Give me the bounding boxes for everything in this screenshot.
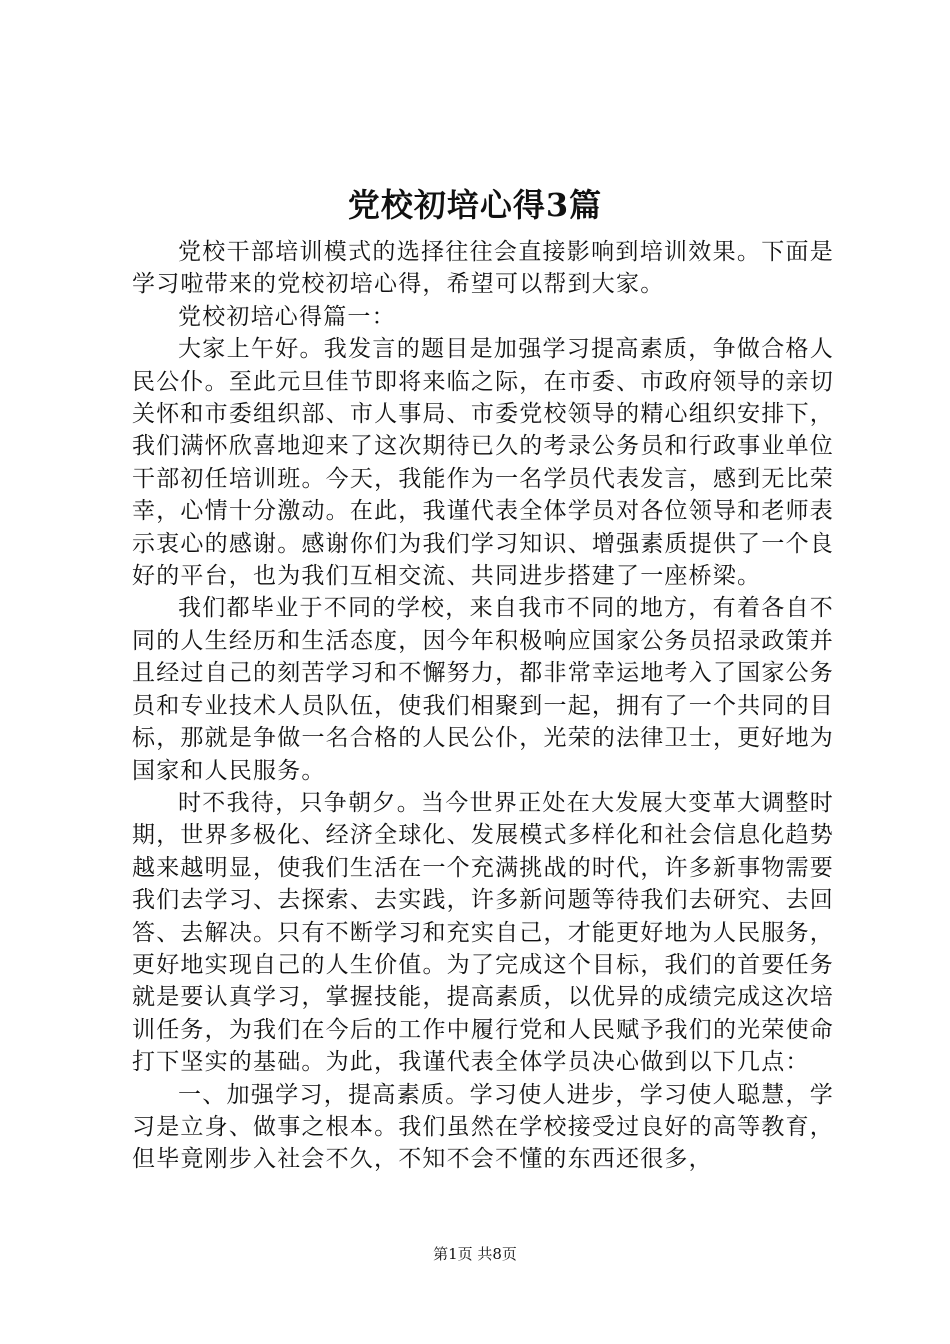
paragraph: 一、加强学习，提高素质。学习使人进步，学习使人聪慧，学习是立身、做事之根本。我们虽然在学校接受过良好的高等教育，但毕竟刚步入社会不久，不知不会不懂的东西还很多，	[132, 1081, 834, 1173]
page-number-footer: 第1页 共8页	[433, 1245, 517, 1263]
paragraph-section-heading: 党校初培心得篇一：	[178, 303, 396, 330]
paragraph-intro: 党校干部培训模式的选择往往会直接影响到培训效果。下面是学习啦带来的党校初培心得，希望可以帮到大家。	[132, 239, 834, 298]
paragraph: 大家上午好。我发言的题目是加强学习提高素质，争做合格人民公仆。至此元旦佳节即将来临之际，在市委、市政府领导的亲切关怀和市委组织部、市人事局、市委党校领导的精心组织安排下，我们满怀欣喜地迎来了这次期待已久的考录公务员和行政事业单位干部初任培训班。今天，我能作为一名学员代表发言，感到无比荣幸，心情十分激动。在此，我谨代表全体学员对各位领导和老师表示衷心的感谢。感谢你们为我们学习知识、增强素质提供了一个良好的平台，也为我们互相交流、共同进步搭建了一座桥梁。	[132, 336, 834, 590]
paragraph: 我们都毕业于不同的学校，来自我市不同的地方，有着各自不同的人生经历和生活态度，因今年积极响应国家公务员招录政策并且经过自己的刻苦学习和不懈努力，都非常幸运地考入了国家公务员和专业技术人员队伍，使我们相聚到一起，拥有了一个共同的目标，那就是争做一名合格的人民公仆，光荣的法律卫士，更好地为国家和人民服务。	[132, 595, 834, 784]
document-title: 党校初培心得3篇	[347, 186, 603, 224]
document-body	[132, 236, 834, 1176]
paragraph: 时不我待，只争朝夕。当今世界正处在大发展大变革大调整时期，世界多极化、经济全球化、发展模式多样化和社会信息化趋势越来越明显，使我们生活在一个充满挑战的时代，许多新事物需要我们去学习、去探索、去实践，许多新问题等待我们去研究、去回答、去解决。只有不断学习和充实自己，才能更好地为人民服务，更好地实现自己的人生价值。为了完成这个目标，我们的首要任务就是要认真学习，掌握技能，提高素质，以优异的成绩完成这次培训任务，为我们在今后的工作中履行党和人民赋予我们的光荣使命打下坚实的基础。为此，我谨代表全体学员决心做到以下几点：	[132, 789, 834, 1076]
